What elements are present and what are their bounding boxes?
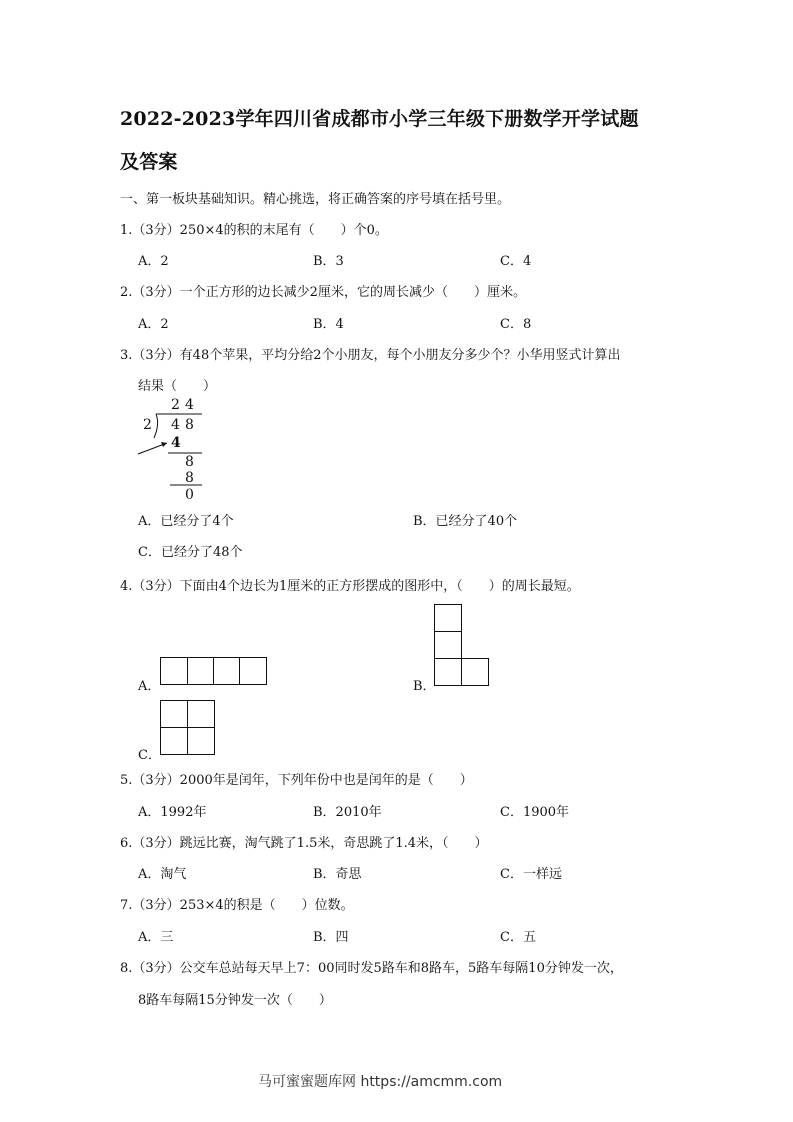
step1-product: 4 bbox=[171, 435, 181, 451]
square bbox=[434, 631, 462, 659]
question-8-line1: 8.（3分）公交车总站每天早上7：00同时发5路车和8路车，5路车每隔10分钟发一次， bbox=[120, 961, 623, 976]
q1-option-a: A．2 bbox=[138, 254, 169, 269]
step2-bring-down: 8 bbox=[185, 454, 194, 470]
square bbox=[461, 658, 489, 686]
square bbox=[434, 658, 462, 686]
question-5: 5.（3分）2000年是闰年，下列年份中也是闰年的是（ ） bbox=[120, 773, 473, 788]
page-title-line2: 及答案 bbox=[120, 151, 178, 173]
question-1: 1.（3分）250×4的积的末尾有（ ）个0。 bbox=[120, 223, 388, 238]
q1-option-b: B．3 bbox=[313, 254, 344, 269]
q7-option-b: B．四 bbox=[313, 930, 349, 945]
question-4: 4.（3分）下面由4个边长为1厘米的正方形摆成的图形中，（ ）的周长最短。 bbox=[120, 579, 580, 594]
square bbox=[187, 727, 215, 755]
page-title-line1: 2022-2023学年四川省成都市小学三年级下册数学开学试题 bbox=[120, 108, 639, 130]
footer-watermark: 马可蜜蜜题库网 https://amcmm.com bbox=[258, 1074, 503, 1090]
q5-option-a: A．1992年 bbox=[138, 805, 207, 820]
q4-option-c-label: C． bbox=[138, 748, 161, 763]
square bbox=[187, 700, 215, 728]
square bbox=[239, 657, 267, 685]
q4-figure-a bbox=[160, 657, 267, 685]
square bbox=[160, 657, 188, 685]
q6-option-a: A．淘气 bbox=[138, 867, 187, 882]
quotient-digit-1: 2 bbox=[171, 397, 180, 413]
q7-option-c: C．五 bbox=[500, 930, 536, 945]
q4-figure-c bbox=[160, 700, 215, 755]
q4-option-b-label: B． bbox=[413, 679, 436, 694]
section-heading: 一、第一板块基础知识。精心挑选，将正确答案的序号填在括号里。 bbox=[120, 192, 511, 207]
q5-option-b: B．2010年 bbox=[313, 805, 382, 820]
q7-option-a: A．三 bbox=[138, 930, 174, 945]
question-3-line1: 3.（3分）有48个苹果，平均分给2个小朋友，每个小朋友分多少个？小华用竖式计算出 bbox=[120, 348, 621, 363]
q2-option-a: A．2 bbox=[138, 317, 169, 332]
q2-option-b: B．4 bbox=[313, 317, 344, 332]
division-bracket bbox=[130, 396, 210, 506]
question-7: 7.（3分）253×4的积是（ ）位数。 bbox=[120, 898, 354, 913]
question-8-line2: 8路车每隔15分钟发一次（ ） bbox=[138, 993, 332, 1008]
square bbox=[213, 657, 240, 685]
dividend-digit-2: 8 bbox=[185, 417, 194, 433]
question-6: 6.（3分）跳远比赛，淘气跳了1.5米，奇思跳了1.4米，（ ） bbox=[120, 836, 488, 851]
q4-figure-b bbox=[434, 604, 490, 686]
q3-option-a: A．已经分了4个 bbox=[138, 514, 234, 529]
question-2: 2.（3分）一个正方形的边长减少2厘米，它的周长减少（ ）厘米。 bbox=[120, 285, 526, 300]
q3-option-b: B．已经分了40个 bbox=[413, 514, 518, 529]
question-3-line2: 结果（ ） bbox=[138, 379, 217, 394]
q3-option-c: C．已经分了48个 bbox=[138, 545, 243, 560]
q4-option-a-label: A． bbox=[138, 679, 161, 694]
divisor: 2 bbox=[143, 417, 152, 433]
q1-option-c: C．4 bbox=[500, 254, 532, 269]
square bbox=[160, 700, 188, 728]
long-division-figure bbox=[130, 396, 210, 506]
q5-option-c: C．1900年 bbox=[500, 805, 570, 820]
square bbox=[434, 604, 462, 632]
square bbox=[160, 727, 188, 755]
step3-product: 8 bbox=[185, 470, 194, 486]
square bbox=[187, 657, 214, 685]
dividend-digit-1: 4 bbox=[171, 417, 180, 433]
q2-option-c: C．8 bbox=[500, 317, 532, 332]
q6-option-c: C．一样远 bbox=[500, 867, 562, 882]
quotient-digit-2: 4 bbox=[185, 397, 194, 413]
remainder: 0 bbox=[185, 487, 194, 503]
q6-option-b: B．奇思 bbox=[313, 867, 362, 882]
